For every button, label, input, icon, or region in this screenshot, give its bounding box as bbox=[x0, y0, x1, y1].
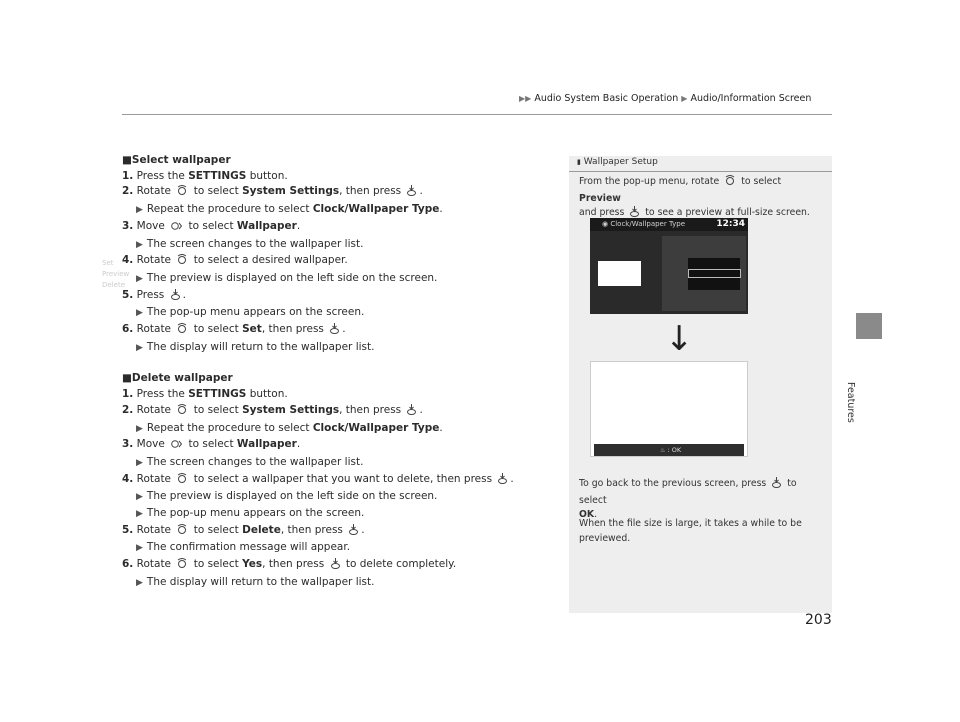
step-text: , then press bbox=[280, 523, 347, 536]
instructions-column bbox=[122, 153, 562, 592]
step-number: 6. bbox=[122, 323, 134, 336]
screen-preview-before bbox=[590, 218, 748, 314]
sidebar-text: to select bbox=[738, 176, 782, 187]
press-icon bbox=[407, 185, 416, 202]
step-item bbox=[122, 387, 562, 403]
step-text: The display will return to the wallpaper list. bbox=[146, 340, 375, 353]
sidebar-bold-text: Preview bbox=[579, 192, 621, 204]
square-bullet-icon: ■ bbox=[122, 372, 132, 385]
step-result bbox=[122, 305, 562, 322]
step-text: . bbox=[439, 421, 443, 434]
step-text: Press bbox=[136, 288, 168, 301]
result-arrow-icon: ▶ bbox=[136, 509, 143, 520]
step-text: to select bbox=[190, 185, 243, 198]
step-result bbox=[122, 421, 562, 438]
section-heading bbox=[122, 153, 562, 169]
step-number: 1. bbox=[122, 388, 134, 401]
press-icon bbox=[407, 404, 416, 421]
step-text: Rotate bbox=[136, 323, 175, 336]
popup-menu-item-set[interactable]: Set bbox=[102, 259, 114, 267]
step-bold-text: Delete bbox=[242, 523, 281, 536]
section-tab-marker bbox=[856, 313, 882, 339]
down-arrow-icon: ↓ bbox=[665, 319, 694, 359]
step-item bbox=[122, 288, 562, 306]
step-bold-text: SETTINGS bbox=[188, 388, 247, 401]
breadcrumb-part2: Audio/Information Screen bbox=[690, 93, 812, 104]
sidebar-note-title: ▮ Wallpaper Setup bbox=[577, 157, 658, 167]
step-text: The screen changes to the wallpaper list. bbox=[146, 237, 364, 250]
result-arrow-icon: ▶ bbox=[136, 239, 143, 250]
result-arrow-icon: ▶ bbox=[136, 423, 143, 434]
step-text: to select a wallpaper that you want to delete, then press bbox=[190, 472, 496, 485]
section-title: Select wallpaper bbox=[131, 154, 231, 166]
step-text: The pop-up menu appears on the screen. bbox=[146, 507, 365, 520]
header-divider bbox=[122, 114, 832, 115]
step-text: button. bbox=[246, 388, 288, 401]
result-arrow-icon: ▶ bbox=[136, 457, 143, 468]
step-number: 3. bbox=[122, 219, 134, 232]
step-number: 5. bbox=[122, 523, 134, 536]
step-text: . bbox=[296, 438, 301, 451]
step-bold-text: Wallpaper bbox=[236, 219, 297, 232]
step-item bbox=[122, 169, 562, 185]
dial-icon bbox=[177, 185, 187, 202]
step-bold-text: SETTINGS bbox=[188, 169, 247, 182]
section-side-label: Features bbox=[845, 382, 856, 423]
step-number: 2. bbox=[122, 403, 134, 416]
step-item: 6. Rotate to select Set, then press . bbox=[122, 322, 562, 340]
step-text: , then press bbox=[339, 185, 405, 198]
step-text: to select a desired wallpaper. bbox=[190, 254, 348, 267]
step-item: 4. Rotate to select a wallpaper that you want to delete, then press . bbox=[122, 472, 562, 490]
step-text: . bbox=[296, 219, 301, 232]
step-result bbox=[122, 455, 562, 472]
step-bold-text: System Settings bbox=[242, 403, 340, 416]
section-title: Delete wallpaper bbox=[131, 372, 233, 385]
sidebar-paragraph-1 bbox=[579, 175, 824, 223]
sidebar-bold-text: OK bbox=[579, 509, 595, 520]
screen-title-text: Clock/Wallpaper Type bbox=[610, 220, 686, 228]
sidebar-text: to see a preview at full-size screen. bbox=[642, 207, 810, 218]
breadcrumb-arrow-icon: ▶ bbox=[681, 94, 688, 103]
step-text: , then press bbox=[262, 558, 328, 571]
step-bold-text: Yes bbox=[242, 558, 263, 571]
dial-icon bbox=[725, 175, 735, 192]
press-icon bbox=[349, 524, 358, 541]
dial-icon bbox=[177, 254, 187, 271]
step-result bbox=[122, 271, 562, 288]
step-item: 5. Rotate to select Delete, then press . bbox=[122, 523, 562, 541]
step-item bbox=[122, 557, 562, 575]
step-text: The confirmation message will appear. bbox=[146, 541, 351, 554]
screen-clock: 12:34 bbox=[716, 219, 745, 229]
step-item bbox=[122, 437, 562, 455]
popup-menu-item-preview[interactable]: Preview bbox=[102, 270, 130, 278]
result-arrow-icon: ▶ bbox=[136, 342, 143, 353]
step-text: Repeat the procedure to select bbox=[146, 203, 313, 216]
step-number: 1. bbox=[122, 169, 134, 182]
step-result bbox=[122, 202, 562, 219]
result-arrow-icon: ▶ bbox=[136, 492, 143, 503]
step-text: . bbox=[182, 288, 186, 301]
step-item bbox=[122, 253, 562, 271]
popup-menu-item-delete[interactable]: Delete bbox=[102, 281, 125, 289]
step-number: 3. bbox=[122, 438, 134, 451]
screen-preview-after bbox=[590, 361, 748, 457]
step-text: button. bbox=[246, 169, 288, 182]
step-result bbox=[122, 506, 562, 523]
step-text: The preview is displayed on the left side on the screen. bbox=[146, 490, 438, 503]
result-arrow-icon: ▶ bbox=[136, 577, 143, 588]
breadcrumb bbox=[519, 93, 811, 104]
step-text: Press the bbox=[136, 169, 189, 182]
screen-ok-text: : OK bbox=[667, 446, 682, 454]
press-icon bbox=[772, 477, 781, 494]
step-text: to select bbox=[190, 558, 243, 571]
step-text: Repeat the procedure to select bbox=[146, 421, 313, 434]
step-text: Rotate bbox=[136, 472, 175, 485]
sidebar-text: To go back to the previous screen, press bbox=[579, 478, 770, 489]
square-bullet-icon: ■ bbox=[122, 154, 132, 166]
step-text: . bbox=[439, 203, 443, 216]
step-result bbox=[122, 489, 562, 506]
step-item: 2. Rotate to select System Settings, then press . bbox=[122, 184, 562, 202]
step-result bbox=[122, 237, 562, 254]
press-icon bbox=[171, 289, 180, 306]
step-result bbox=[122, 340, 562, 357]
step-number: 6. bbox=[122, 558, 134, 571]
step-text: The pop-up menu appears on the screen. bbox=[146, 306, 365, 319]
step-text: to select bbox=[185, 438, 237, 451]
move-icon bbox=[171, 439, 182, 455]
result-arrow-icon: ▶ bbox=[136, 205, 143, 216]
step-number: 4. bbox=[122, 472, 134, 485]
step-text: to select bbox=[190, 323, 243, 336]
step-number: 2. bbox=[122, 185, 134, 198]
step-text: Move bbox=[136, 219, 169, 232]
sidebar-title-text: Wallpaper Setup bbox=[583, 157, 658, 167]
dial-icon bbox=[177, 558, 187, 575]
result-arrow-icon: ▶ bbox=[136, 308, 143, 319]
step-bold-text: System Settings bbox=[242, 185, 340, 198]
sidebar-paragraph-3: When the file size is large, it takes a while to be previewed. bbox=[579, 518, 802, 544]
step-bold-text: Set bbox=[242, 323, 262, 336]
step-text: The display will return to the wallpaper list. bbox=[146, 575, 375, 588]
result-arrow-icon: ▶ bbox=[136, 273, 143, 284]
step-bold-text: Wallpaper bbox=[236, 438, 297, 451]
screen-title: ◉ Clock/Wallpaper Type bbox=[602, 220, 686, 228]
dial-icon bbox=[177, 524, 187, 541]
step-text: Press the bbox=[136, 388, 189, 401]
step-text: Rotate bbox=[136, 185, 175, 198]
sidebar-paragraph-2: To go back to the previous screen, press to select OK. bbox=[579, 478, 797, 520]
step-result bbox=[122, 540, 562, 557]
dial-icon bbox=[177, 404, 187, 421]
section-heading bbox=[122, 371, 562, 387]
step-item: 2. Rotate to select System Settings, then press . bbox=[122, 403, 562, 421]
breadcrumb-arrow-icon: ▶▶ bbox=[519, 94, 532, 103]
step-text: Move bbox=[136, 438, 169, 451]
step-text: to delete completely. bbox=[342, 558, 457, 571]
step-text: The preview is displayed on the left side on the screen. bbox=[146, 271, 438, 284]
step-bold-text: Clock/Wallpaper Type bbox=[312, 203, 440, 216]
press-icon bbox=[330, 323, 339, 340]
screen-ok-label: ♨ : OK bbox=[660, 446, 682, 454]
step-text: to select bbox=[185, 219, 237, 232]
sidebar-text: and press bbox=[579, 207, 628, 218]
section-gap bbox=[122, 356, 562, 371]
step-number: 5. bbox=[122, 288, 134, 301]
sidebar-text: From the pop-up menu, rotate bbox=[579, 176, 723, 187]
sidebar-note-divider bbox=[569, 171, 832, 172]
step-text: to select bbox=[190, 523, 243, 536]
step-text: Rotate bbox=[136, 523, 175, 536]
step-text: The screen changes to the wallpaper list. bbox=[146, 455, 364, 468]
breadcrumb-part1: Audio System Basic Operation bbox=[534, 93, 679, 104]
step-text: to select bbox=[190, 403, 243, 416]
sidebar-text: to select bbox=[579, 478, 797, 506]
move-icon bbox=[171, 221, 182, 237]
result-arrow-icon: ▶ bbox=[136, 543, 143, 554]
step-text: , then press bbox=[339, 403, 405, 416]
step-text: Rotate bbox=[136, 403, 175, 416]
step-item bbox=[122, 219, 562, 237]
step-result bbox=[122, 575, 562, 592]
page-number: 203 bbox=[805, 612, 832, 628]
wallpaper-thumbnail bbox=[598, 261, 641, 286]
step-text: Rotate bbox=[136, 558, 175, 571]
dial-icon bbox=[177, 473, 187, 490]
press-icon bbox=[331, 558, 340, 575]
popup-menu-selection bbox=[688, 269, 741, 278]
step-text: Rotate bbox=[136, 254, 175, 267]
step-bold-text: Clock/Wallpaper Type bbox=[312, 421, 440, 434]
step-text: , then press bbox=[261, 323, 328, 336]
dial-icon bbox=[177, 323, 187, 340]
step-number: 4. bbox=[122, 254, 134, 267]
press-icon bbox=[498, 473, 507, 490]
